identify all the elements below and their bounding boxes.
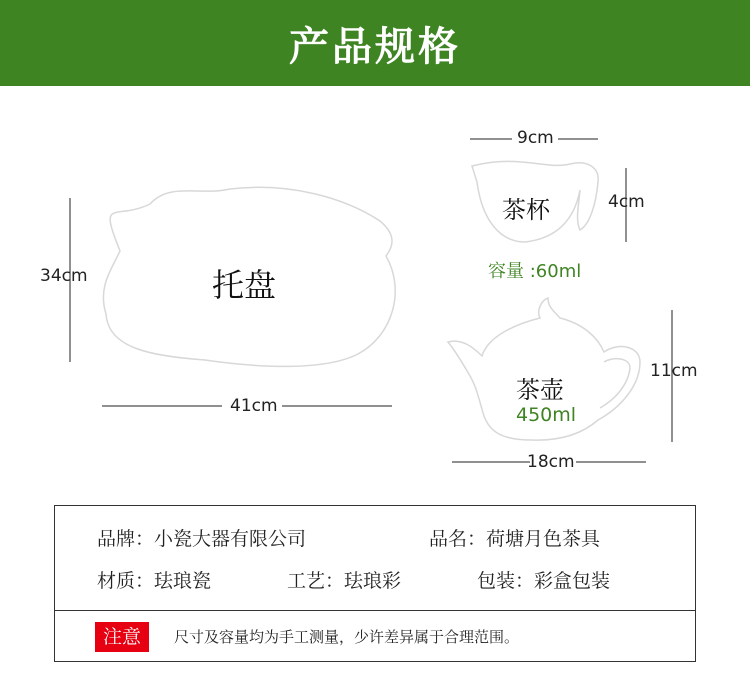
teapot-name: 茶壶 [516,376,564,404]
tray-height-label: 34cm [40,266,88,286]
teapot-height-label: 11cm [650,361,698,381]
spec-row-2 [55,566,695,596]
spec-divider [55,610,695,611]
spec-product-name: 品名：荷塘月色茶具 [429,528,601,550]
cup-name: 茶杯 [502,196,550,224]
spec-brand: 品牌：小瓷大器有限公司 [97,528,307,550]
note-badge: 注意 [95,622,149,652]
header-banner [0,0,750,86]
teapot-capacity: 450ml [516,404,577,426]
diagram-lines [0,86,750,496]
page-title: 产品规格 [289,23,461,70]
cup-capacity: 容量 :60ml [488,261,582,282]
spec-row-1 [55,524,695,554]
cup-height-label: 4cm [608,192,645,212]
teapot-width-label: 18cm [527,452,575,472]
note-text: 尺寸及容量均为手工测量，少许差异属于合理范围。 [174,628,520,646]
spec-material: 材质：珐琅瓷 [97,570,212,592]
dimension-diagram [0,86,750,496]
spec-table [54,505,696,662]
cup-width-label: 9cm [517,128,554,148]
teapot-handle-inner [600,359,630,408]
spec-craft: 工艺：珐琅彩 [287,570,402,592]
tray-width-label: 41cm [230,396,278,416]
spec-packaging: 包装：彩盒包装 [477,570,611,592]
tray-name: 托盘 [212,266,277,304]
